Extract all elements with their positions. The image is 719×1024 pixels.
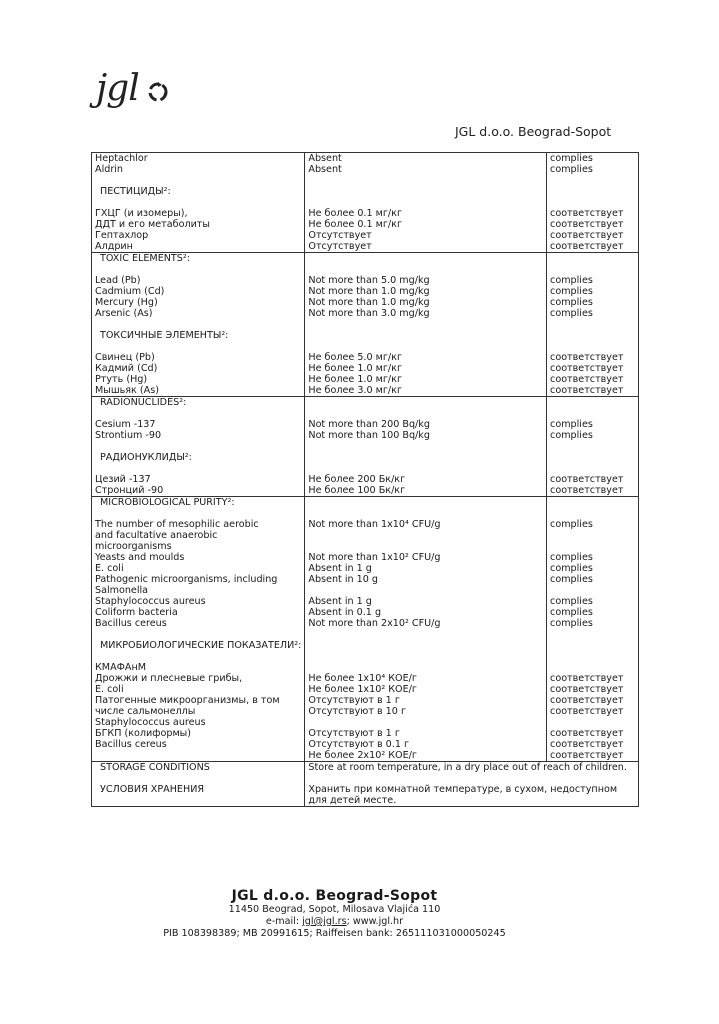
norm-value-ru: Не более 1x10² КОЕ/г (308, 684, 417, 695)
norm-value-ru: Отсутствует (308, 241, 372, 252)
norm-value-ru: Не более 1x10⁴ КОЕ/г (308, 673, 417, 684)
result-value-ru: соответствует (550, 728, 624, 739)
norm-value-ru: Не более 0.1 мг/кг (308, 219, 402, 230)
storage-label-ru: УСЛОВИЯ ХРАНЕНИЯ (100, 784, 205, 795)
parameter-cell (92, 397, 305, 497)
parameter-name: Heptachlor (95, 153, 148, 164)
storage-label-cell (92, 762, 305, 807)
parameter-name: Salmonella (95, 585, 149, 596)
parameter-cell (92, 497, 305, 762)
result-value (550, 541, 635, 552)
result-value-ru: соответствует (550, 374, 624, 385)
norm-value-ru (308, 717, 543, 728)
parameter-name: Cesium -137 (95, 419, 156, 430)
parameter-name: Coliform bacteria (95, 607, 178, 618)
norm-value (308, 530, 543, 541)
parameter-name-ru: E. coli (95, 684, 124, 695)
footer (0, 888, 719, 940)
storage-value-en: Store at room temperature, in a dry place out of reach of children. (308, 762, 627, 773)
norm-value: Not more than 1.0 mg/kg (308, 286, 430, 297)
table-section-pesticides (92, 153, 639, 253)
parameter-name: Pathogenic microorganisms, including (95, 574, 278, 585)
result-value-ru: соответствует (550, 208, 624, 219)
norm-value-ru: Отсутствуют в 1 г (308, 728, 400, 739)
parameter-name-ru: ДДТ и его метаболиты (95, 219, 210, 230)
norm-value: Not more than 5.0 mg/kg (308, 275, 430, 286)
parameter-name: E. coli (95, 563, 124, 574)
footer-registry: PIB 108398389; MB 20991615; Raiffeisen bank: 265111031000050245 (163, 928, 506, 939)
result-value (550, 585, 635, 596)
norm-value: Not more than 3.0 mg/kg (308, 308, 430, 319)
norm-value: Not more than 100 Bq/kg (308, 430, 430, 441)
company-logo: jgl (96, 68, 139, 109)
result-value: complies (550, 275, 593, 286)
result-value-ru: соответствует (550, 241, 624, 252)
result-value: complies (550, 607, 593, 618)
result-value-ru: соответствует (550, 474, 624, 485)
result-value: complies (550, 286, 593, 297)
norm-value: Not more than 2x10² CFU/g (308, 618, 441, 629)
result-cell (547, 497, 639, 762)
result-value-ru: соответствует (550, 673, 624, 684)
section-heading: MICROBIOLOGICAL PURITY²: (100, 497, 235, 508)
norm-value-ru: Отсутствуют в 1 г (308, 695, 400, 706)
result-value: complies (550, 153, 593, 164)
norm-value: Absent in 0.1 g (308, 607, 382, 618)
table-section-storage (92, 762, 639, 807)
norm-value-ru: Не более 1.0 мг/кг (308, 374, 402, 385)
result-value: complies (550, 297, 593, 308)
parameter-name: Cadmium (Cd) (95, 286, 165, 297)
parameter-name-ru: Свинец (Pb) (95, 352, 155, 363)
parameter-name: Lead (Pb) (95, 275, 141, 286)
footer-company-name: JGL d.o.o. Beograd-Sopot (231, 888, 438, 904)
parameter-name-ru: Staphylococcus aureus (95, 717, 206, 728)
specification-table (91, 152, 639, 807)
result-value: complies (550, 574, 593, 585)
parameter-name-ru: ГХЦГ (и изомеры), (95, 208, 188, 219)
result-value-ru: соответствует (550, 230, 624, 241)
norm-value-ru: Не более 1.0 мг/кг (308, 363, 402, 374)
norm-cell (305, 153, 547, 253)
parameter-name-ru: Гептахлор (95, 230, 149, 241)
table-section-micro (92, 497, 639, 762)
norm-value: Not more than 1.0 mg/kg (308, 297, 430, 308)
section-heading-ru: РАДИОНУКЛИДЫ²: (100, 452, 192, 463)
section-heading-ru: МИКРОБИОЛОГИЧЕСКИЕ ПОКАЗАТЕЛИ²: (100, 640, 302, 651)
result-cell (547, 153, 639, 253)
parameter-name-ru: Bacillus cereus (95, 739, 167, 750)
norm-value-ru: Отсутствуют в 10 г (308, 706, 406, 717)
parameter-name: Arsenic (As) (95, 308, 153, 319)
section-heading: RADIONUCLIDES²: (100, 397, 187, 408)
parameter-name-ru: Мышьяк (As) (95, 385, 159, 396)
result-cell (547, 397, 639, 497)
parameter-name-ru: Ртуть (Hg) (95, 374, 148, 385)
result-value: complies (550, 552, 593, 563)
parameter-name-ru: Цезий -137 (95, 474, 151, 485)
result-value-ru: соответствует (550, 739, 624, 750)
norm-value-ru: Не более 200 Бк/кг (308, 474, 406, 485)
result-value: complies (550, 519, 593, 530)
parameter-name-ru: Патогенные микроорганизмы, в том (95, 695, 280, 706)
norm-value: Not more than 1x10² CFU/g (308, 552, 441, 563)
footer-email-link[interactable]: jgl@jgl.rs (302, 916, 347, 927)
norm-value (308, 541, 543, 552)
parameter-name: microorganisms (95, 541, 172, 552)
norm-cell (305, 253, 547, 397)
parameter-name-ru: БГКП (колиформы) (95, 728, 191, 739)
result-value-ru: соответствует (550, 363, 624, 374)
norm-value: Not more than 200 Bq/kg (308, 419, 430, 430)
parameter-name: Bacillus cereus (95, 618, 167, 629)
result-value: complies (550, 596, 593, 607)
parameter-cell (92, 153, 305, 253)
footer-website-link[interactable]: www.jgl.hr (352, 916, 404, 927)
norm-cell (305, 397, 547, 497)
norm-cell (305, 497, 547, 762)
parameter-name: and facultative anaerobic (95, 530, 218, 541)
norm-value-ru: Отсутствуют в 0.1 г (308, 739, 410, 750)
norm-value: Not more than 1x10⁴ CFU/g (308, 519, 441, 530)
result-value-ru: соответствует (550, 352, 624, 363)
norm-value-ru: Не более 0.1 мг/кг (308, 208, 402, 219)
result-value (550, 530, 635, 541)
norm-value-ru: Не более 5.0 мг/кг (308, 352, 402, 363)
storage-value-cell (305, 762, 639, 807)
table-section-toxic (92, 253, 639, 397)
parameter-name: The number of mesophilic aerobic (95, 519, 259, 530)
result-value-ru: соответствует (550, 485, 624, 496)
recycle-arrows-icon (146, 80, 170, 104)
result-value: complies (550, 164, 593, 175)
storage-label-en: STORAGE CONDITIONS (100, 762, 210, 773)
result-value-ru: соответствует (550, 706, 624, 717)
section-heading: TOXIC ELEMENTS²: (100, 253, 190, 264)
norm-value-ru: Не более 2x10² КОЕ/г (308, 750, 417, 761)
company-header: JGL d.o.o. Beograd-Sopot (455, 124, 612, 139)
parameter-name-ru: КМАФАнМ (95, 662, 147, 673)
result-value: complies (550, 308, 593, 319)
footer-address: 11450 Beograd, Sopot, Milosava Vlajića 110 (228, 904, 441, 915)
parameter-name-ru: Кадмий (Cd) (95, 363, 158, 374)
section-heading-ru: ТОКСИЧНЫЕ ЭЛЕМЕНТЫ²: (100, 330, 229, 341)
norm-value-ru: Отсутствует (308, 230, 372, 241)
footer-separator: ; (346, 916, 350, 927)
parameter-name-ru: Дрожжи и плесневые грибы, (95, 673, 243, 684)
parameter-name: Yeasts and moulds (95, 552, 185, 563)
parameter-name: Staphylococcus aureus (95, 596, 206, 607)
section-heading-ru: ПЕСТИЦИДЫ²: (100, 186, 171, 197)
footer-contacts (0, 916, 719, 928)
parameter-name: Mercury (Hg) (95, 297, 158, 308)
result-cell (547, 253, 639, 397)
table-section-radio (92, 397, 639, 497)
result-value: complies (550, 563, 593, 574)
result-value-ru: соответствует (550, 684, 624, 695)
norm-value: Absent in 1 g (308, 563, 372, 574)
result-value-ru (550, 717, 635, 728)
norm-value-ru: Не более 100 Бк/кг (308, 485, 406, 496)
norm-value: Absent (308, 164, 342, 175)
result-value-ru: соответствует (550, 385, 624, 396)
norm-value: Absent in 10 g (308, 574, 378, 585)
parameter-name-ru: Стронций -90 (95, 485, 164, 496)
result-value: complies (550, 430, 593, 441)
norm-value: Absent in 1 g (308, 596, 372, 607)
parameter-name: Strontium -90 (95, 430, 162, 441)
result-value-ru: соответствует (550, 695, 624, 706)
parameter-name: Aldrin (95, 164, 124, 175)
result-value-ru: соответствует (550, 219, 624, 230)
result-value: complies (550, 618, 593, 629)
storage-value-ru: Хранить при комнатной температуре, в сухом, недоступном для детей месте. (308, 784, 618, 806)
footer-email-label: e-mail: (265, 916, 300, 927)
parameter-cell (92, 253, 305, 397)
norm-value (308, 585, 543, 596)
norm-value: Absent (308, 153, 342, 164)
result-value-ru: соответствует (550, 750, 624, 761)
parameter-name-ru: числе сальмонеллы (95, 706, 196, 717)
norm-value-ru: Не более 3.0 мг/кг (308, 385, 402, 396)
result-value: complies (550, 419, 593, 430)
parameter-name-ru: Алдрин (95, 241, 133, 252)
